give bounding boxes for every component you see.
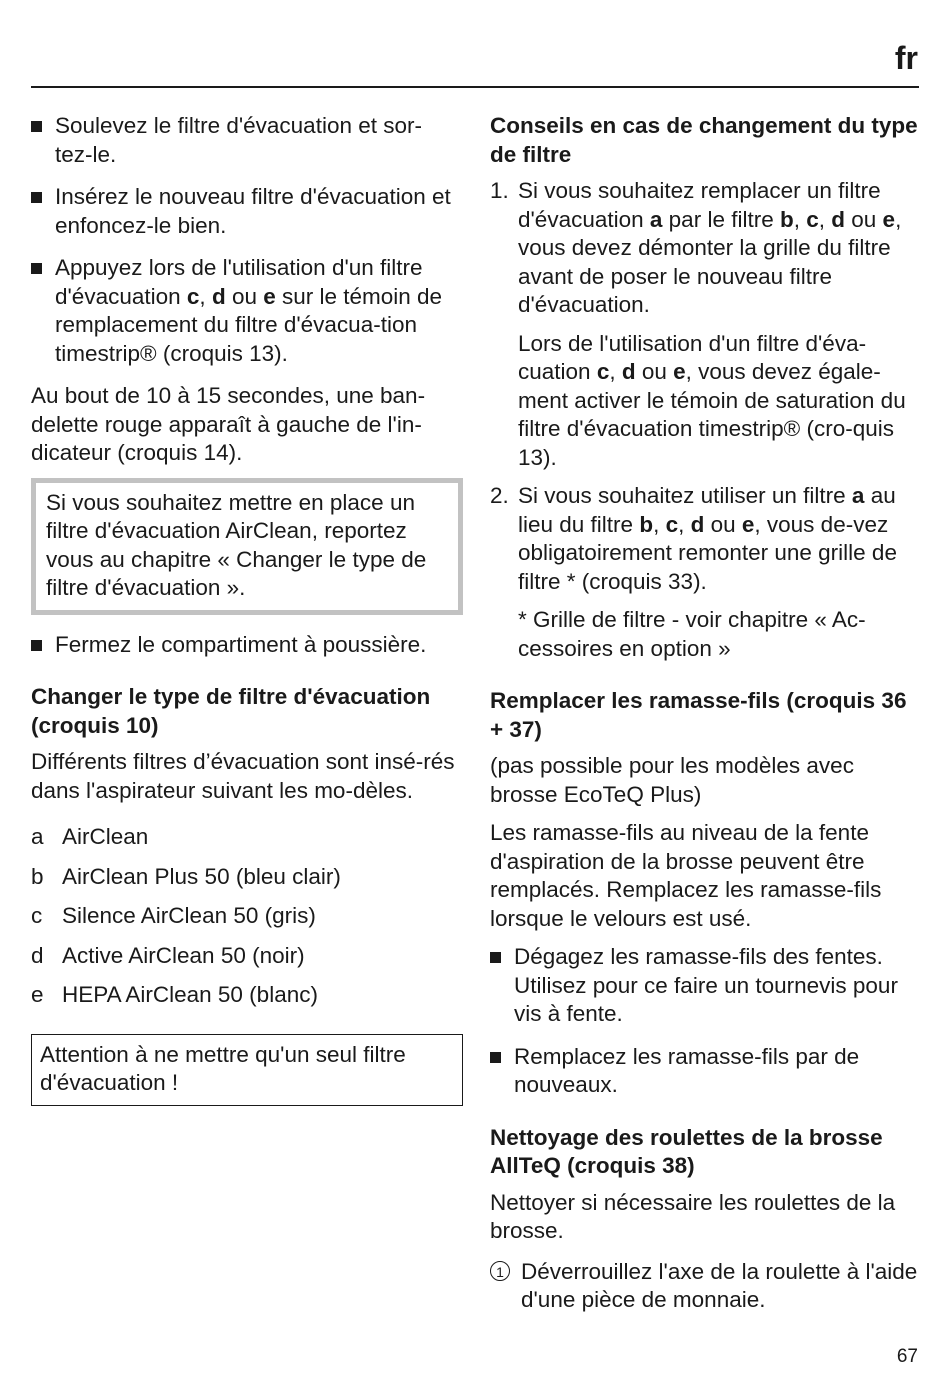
bullet-close-compartment: Fermez le compartiment à poussière.: [31, 631, 463, 660]
square-bullet-icon: [31, 121, 42, 132]
left-column: [31, 112, 463, 1106]
numbered-item-2: 2. Si vous souhaitez utiliser un filtre a au lieu du filtre b, c, d ou e, vous de-vez obligatoirement remonter une grille de filtre * (croquis 33).: [490, 483, 897, 594]
info-note-box: Si vous souhaitez mettre en place un filtre d'évacuation AirClean, reportez vous au chapitre « Changer le type de filtre d'évacuation ».: [31, 478, 463, 615]
numbered-item-1-continuation: Lors de l'utilisation d'un filtre d'éva-cuation c, d ou e, vous devez égale-ment activer le témoin de saturation du filtre d'évacuation timestrip® (cro-quis 13).: [518, 330, 906, 470]
right-column: [490, 112, 922, 1315]
paragraph-filter-types: Différents filtres d’évacuation sont insé-rés dans l'aspirateur suivant les mo-dèles.: [31, 749, 455, 803]
list-item: a AirClean: [31, 824, 149, 849]
list-item: e HEPA AirClean 50 (blanc): [31, 982, 318, 1007]
bullet-press-timestrip: Appuyez lors de l'utilisation d'un filtre d'évacuation c, d ou e sur le témoin de remplacement du filtre d'évacua-tion timestrip® (croquis 13).: [31, 254, 465, 368]
language-code: fr: [894, 40, 918, 76]
paragraph-thread-lifters: Les ramasse-fils au niveau de la fente d'aspiration de la brosse peuvent être remplacés. Remplacez les ramasse-fils lorsque le velours est usé.: [490, 820, 882, 931]
step-item-1: 1 Déverrouillez l'axe de la roulette à l'aide d'une pièce de monnaie.: [490, 1258, 922, 1315]
section-heading-filter-tips: Conseils en cas de changement du type de filtre: [490, 113, 918, 167]
filter-type-list: [31, 823, 463, 1010]
circled-number-icon: 1: [490, 1261, 510, 1281]
paragraph-clean-rollers: Nettoyer si nécessaire les roulettes de la brosse.: [490, 1189, 896, 1243]
page-number: 67: [896, 1346, 918, 1367]
bullet-release-thread-lifters: Dégagez les ramasse-fils des fentes. Utilisez pour ce faire un tournevis pour vis à fente.: [490, 943, 922, 1029]
bullet-insert-filter: Insérez le nouveau filtre d'évacuation et enfoncez-le bien.: [31, 183, 463, 240]
square-bullet-icon: [31, 263, 42, 274]
paragraph-red-strip: Au bout de 10 à 15 secondes, une ban-delette rouge apparaît à gauche de l'in-dicateur (croquis 14).: [31, 383, 426, 465]
numbered-item-1: 1. Si vous souhaitez remplacer un filtre d'évacuation a par le filtre b, c, d ou e, vous devez démonter la grille du filtre avant de poser le nouveau filtre d'évacuation.: [490, 178, 902, 317]
list-item: b AirClean Plus 50 (bleu clair): [31, 863, 341, 889]
list-item: c Silence AirClean 50 (gris): [31, 903, 316, 928]
warning-note-box: Attention à ne mettre qu'un seul filtre d'évacuation !: [31, 1034, 463, 1106]
square-bullet-icon: [31, 192, 42, 203]
square-bullet-icon: [31, 640, 42, 651]
section-heading-clean-rollers: Nettoyage des roulettes de la brosse AllTeQ (croquis 38): [490, 1124, 883, 1178]
square-bullet-icon: [490, 952, 501, 963]
numbered-item-2-footnote: * Grille de filtre - voir chapitre « Ac-cessoires en option »: [518, 607, 866, 661]
square-bullet-icon: [490, 1052, 501, 1063]
section-heading-change-filter: Changer le type de filtre d'évacuation (croquis 10): [31, 684, 431, 738]
section-heading-thread-lifters: Remplacer les ramasse-fils (croquis 36 + 37): [490, 688, 907, 742]
header-rule: [31, 86, 919, 88]
paragraph-ecoteq-note: (pas possible pour les modèles avec brosse EcoTeQ Plus): [490, 753, 854, 807]
bullet-replace-thread-lifters: Remplacez les ramasse-fils par de nouveaux.: [490, 1043, 904, 1100]
bullet-remove-filter: Soulevez le filtre d'évacuation et sor-tez-le.: [31, 112, 455, 169]
list-item: d Active AirClean 50 (noir): [31, 942, 305, 968]
